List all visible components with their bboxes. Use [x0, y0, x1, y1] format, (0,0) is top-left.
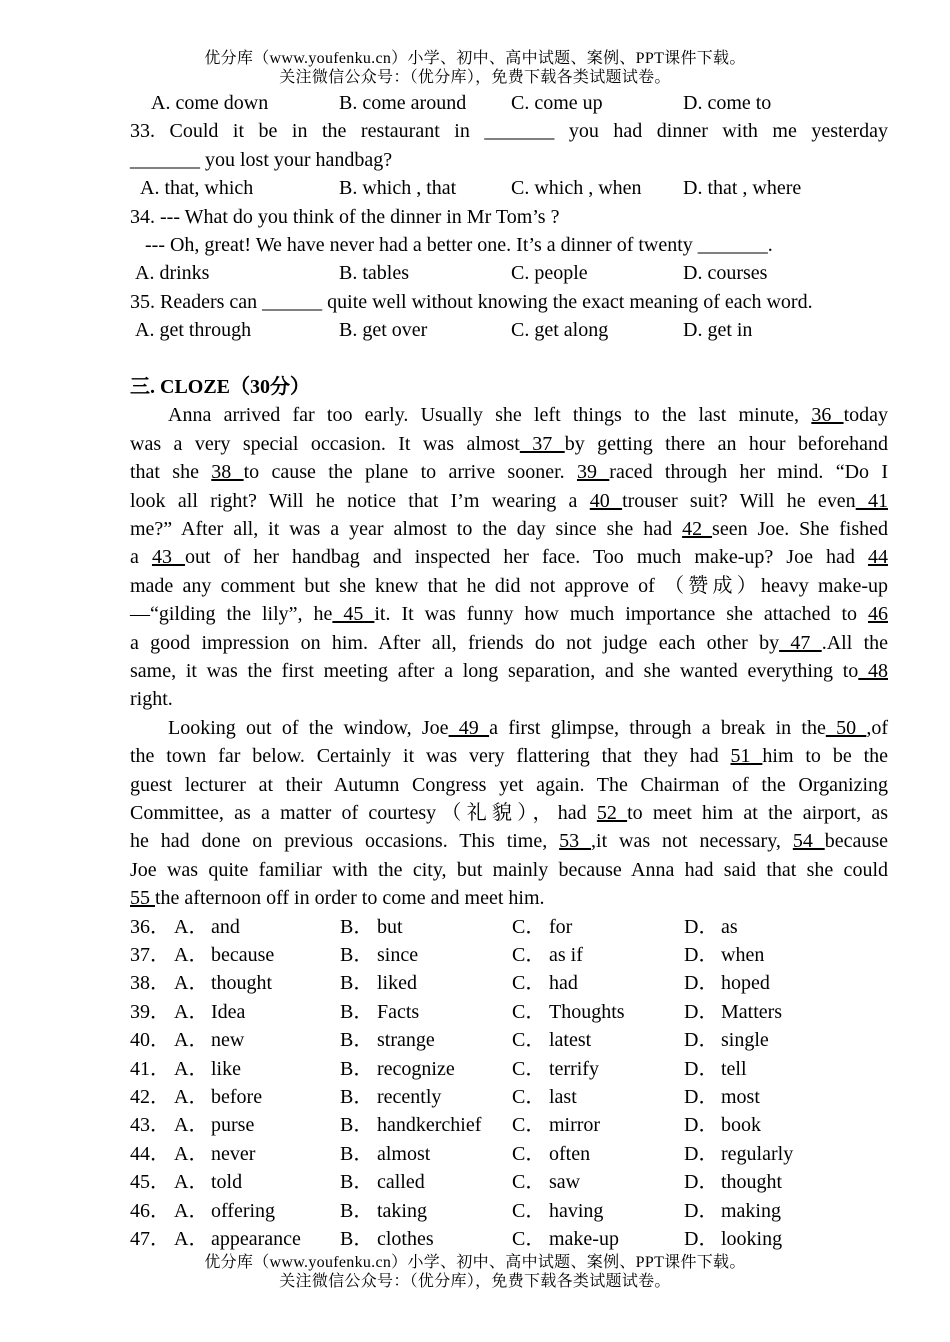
option-b: [340, 969, 512, 997]
answer-options: [130, 913, 888, 1254]
option-letter: D．: [684, 915, 719, 938]
option-b: [340, 1140, 512, 1168]
header-line-1: 优分库（www.youfenku.cn）小学、初中、高中试题、案例、PPT课件下载。: [204, 50, 746, 67]
answer-row: [130, 941, 888, 969]
option-letter: A．: [174, 972, 209, 995]
option-text: but: [377, 915, 403, 938]
question-number: 37．: [130, 944, 170, 967]
option-b: [340, 1197, 512, 1225]
option-letter: B．: [340, 1057, 374, 1080]
option-text: tell: [721, 1057, 747, 1080]
blank-51: 51: [730, 745, 763, 768]
option-a: A. drinks: [135, 262, 210, 285]
answer-row: [130, 998, 888, 1026]
option-letter: C．: [512, 915, 546, 938]
paragraph-line: a good impression on him. After all, friends do not judge each other by 47 .All the: [130, 631, 888, 654]
option-letter: D．: [684, 1029, 719, 1052]
option-text: new: [211, 1029, 245, 1052]
exam-page: [130, 89, 888, 1253]
paragraph-line: a 43 out of her handbag and inspected her face. Too much make-up? Joe had 44: [130, 546, 888, 569]
question-number: 47．: [130, 1228, 170, 1250]
option-text: last: [549, 1086, 577, 1109]
option-letter: B．: [340, 972, 374, 995]
option-d: D. come to: [683, 92, 772, 114]
option-a: A. come down: [151, 92, 269, 114]
option-d: [684, 1140, 834, 1168]
option-b: [340, 1111, 512, 1139]
option-text: never: [211, 1142, 256, 1165]
option-c: [512, 1225, 684, 1253]
answer-row: [130, 1225, 888, 1253]
blank-48: 48: [858, 660, 888, 683]
option-text: purse: [211, 1114, 255, 1137]
option-a: [174, 913, 340, 941]
answer-row: [130, 1140, 888, 1168]
option-c: C. which , when: [511, 177, 642, 200]
option-text: as if: [549, 944, 583, 967]
blank-42: 42: [682, 518, 713, 541]
option-a: [174, 941, 340, 969]
option-b: [340, 1083, 512, 1111]
option-a: [174, 1140, 340, 1168]
question-number: 38．: [130, 972, 170, 995]
option-a: [174, 1026, 340, 1054]
blank-39: 39: [576, 461, 610, 484]
blank-46: 46: [868, 603, 889, 626]
q33-line-2: _______ you lost your handbag?: [130, 148, 393, 171]
blank-52: 52: [596, 802, 628, 825]
option-text: looking: [721, 1228, 783, 1250]
option-letter: A．: [174, 1029, 209, 1052]
option-letter: D．: [684, 1142, 719, 1165]
option-text: recognize: [377, 1057, 455, 1080]
option-letter: C．: [512, 1029, 546, 1052]
question-number: 44．: [130, 1142, 170, 1165]
option-a: [174, 1055, 340, 1083]
blank-40: 40: [589, 489, 623, 512]
option-letter: A．: [174, 1199, 209, 1222]
footer-line-1: 优分库（www.youfenku.cn）小学、初中、高中试题、案例、PPT课件下载。: [204, 1254, 746, 1271]
option-letter: D．: [684, 972, 719, 995]
option-text: Matters: [721, 1000, 783, 1023]
option-d: D. get in: [683, 319, 753, 342]
option-text: since: [377, 944, 419, 967]
option-d: [684, 1055, 834, 1083]
paragraph-line: me?” After all, it was a year almost to the day since she had 42 seen Joe. She fished: [130, 518, 889, 541]
option-letter: D．: [684, 1086, 719, 1109]
answer-row: [130, 1083, 888, 1111]
option-b: [340, 998, 512, 1026]
option-text: thought: [721, 1171, 783, 1194]
option-text: as: [721, 915, 738, 938]
option-c: [512, 998, 684, 1026]
blank-38: 38: [211, 461, 244, 484]
answer-row: [130, 1055, 888, 1083]
option-letter: D．: [684, 1114, 719, 1137]
question-number: 42．: [130, 1086, 170, 1109]
option-b: [340, 1225, 512, 1253]
option-text: single: [721, 1029, 769, 1052]
option-text: Facts: [377, 1000, 420, 1023]
option-letter: B．: [340, 915, 374, 938]
option-c: [512, 1055, 684, 1083]
option-text: hoped: [721, 972, 770, 995]
option-letter: B．: [340, 1228, 374, 1250]
option-letter: C．: [512, 1000, 546, 1023]
blank-36: 36: [811, 404, 844, 427]
option-text: latest: [549, 1029, 592, 1052]
option-letter: A．: [174, 1086, 209, 1109]
option-letter: B．: [340, 1199, 374, 1222]
option-d: [684, 1026, 834, 1054]
paragraph-line: guest lecturer at their Autumn Congress yet again. The Chairman of the Organizing: [130, 773, 888, 796]
option-letter: D．: [684, 944, 719, 967]
page-footer: [0, 1253, 950, 1291]
option-a: [174, 1111, 340, 1139]
option-text: Idea: [211, 1000, 246, 1023]
question-number: 45．: [130, 1171, 170, 1194]
option-c: C. come up: [511, 92, 603, 114]
option-text: told: [211, 1171, 243, 1194]
blank-37: 37: [519, 432, 565, 455]
option-c: [512, 1168, 684, 1196]
option-a: [174, 1197, 340, 1225]
paragraph-line: right.: [130, 688, 173, 711]
option-text: making: [721, 1199, 781, 1222]
option-letter: A．: [174, 1114, 209, 1137]
option-text: offering: [211, 1199, 276, 1222]
option-text: almost: [377, 1142, 431, 1165]
option-letter: A．: [174, 944, 209, 967]
option-letter: B．: [340, 1086, 374, 1109]
option-a: [174, 1225, 340, 1253]
option-letter: C．: [512, 1142, 546, 1165]
option-letter: D．: [684, 1057, 719, 1080]
option-letter: C．: [512, 1057, 546, 1080]
option-c: C. people: [511, 262, 588, 285]
option-c: [512, 1140, 684, 1168]
option-text: recently: [377, 1086, 442, 1109]
option-c: C. get along: [511, 319, 609, 342]
option-text: terrify: [549, 1057, 599, 1080]
paragraph-line: Anna arrived far too early. Usually she left things to the last minute, 36 today: [168, 404, 888, 427]
option-b: B. which , that: [339, 177, 457, 200]
option-letter: D．: [684, 1228, 719, 1250]
paragraph-line: look all right? Will he notice that I’m wearing a 40 trouser suit? Will he even 41: [130, 489, 889, 512]
option-text: handkerchief: [377, 1114, 482, 1137]
option-text: because: [211, 944, 275, 967]
option-d: [684, 913, 834, 941]
option-letter: C．: [512, 1171, 546, 1194]
question-number: 43．: [130, 1114, 170, 1137]
option-b: [340, 1055, 512, 1083]
option-letter: A．: [174, 1057, 209, 1080]
option-text: when: [721, 944, 765, 967]
question-number: 41．: [130, 1057, 170, 1080]
option-text: make-up: [549, 1228, 619, 1250]
page-header: [0, 49, 950, 87]
q34-line-2: --- Oh, great! We have never had a better one. It’s a dinner of twenty _______.: [145, 234, 773, 256]
question-number: 40．: [130, 1029, 170, 1052]
blank-44: 44: [867, 546, 888, 569]
option-d: D. courses: [683, 262, 768, 285]
option-d: [684, 1225, 834, 1253]
answer-row: [130, 969, 888, 997]
option-letter: C．: [512, 972, 546, 995]
q34-options: [130, 259, 888, 287]
q35-line-1: 35. Readers can ______ quite well without knowing the exact meaning of each word.: [130, 290, 813, 313]
option-letter: B．: [340, 944, 374, 967]
option-text: clothes: [377, 1228, 434, 1250]
paragraph-line: —“gilding the lily”, he 45 it. It was funny how much importance she attached to 46: [130, 603, 889, 626]
option-c: [512, 913, 684, 941]
option-text: liked: [377, 972, 417, 995]
option-text: most: [721, 1086, 760, 1109]
option-letter: B．: [340, 1000, 374, 1023]
option-letter: A．: [174, 1228, 209, 1250]
section-title: 三. CLOZE（30分）: [130, 375, 311, 398]
option-a: [174, 998, 340, 1026]
option-letter: D．: [684, 1171, 719, 1194]
option-c: [512, 1026, 684, 1054]
paragraph-line: he had done on previous occasions. This time, 53 ,it was not necessary, 54 because: [130, 830, 888, 853]
option-d: [684, 1168, 834, 1196]
question-number: 36．: [130, 915, 170, 938]
blank-50: 50: [825, 716, 867, 739]
option-d: D. that , where: [683, 177, 802, 200]
paragraph-line: that she 38 to cause the plane to arrive sooner. 39 raced through her mind. “Do I: [130, 461, 889, 484]
q32-options: [130, 89, 888, 117]
q33-line-1: 33. Could it be in the restaurant in _______ you had dinner with me yesterday: [130, 120, 888, 143]
header-line-2: 关注微信公众号：（优分库），免费下载各类试题试卷。: [279, 69, 671, 86]
option-text: strange: [377, 1029, 435, 1052]
option-a: A. get through: [135, 319, 252, 342]
option-b: B. get over: [339, 319, 428, 342]
option-a: [174, 1168, 340, 1196]
option-d: [684, 941, 834, 969]
option-b: [340, 913, 512, 941]
cloze-paragraph-1: [130, 401, 888, 713]
answer-row: [130, 1168, 888, 1196]
option-a: [174, 1083, 340, 1111]
option-text: called: [377, 1171, 425, 1194]
option-letter: C．: [512, 1086, 546, 1109]
paragraph-line: the town far below. Certainly it was very flattering that they had 51 him to be the: [130, 745, 888, 768]
option-text: appearance: [211, 1228, 301, 1250]
cloze-paragraph-2: [130, 714, 888, 913]
option-c: [512, 1197, 684, 1225]
blank-41: 41: [855, 489, 889, 512]
blank-54: 54: [792, 830, 825, 853]
paragraph-line: was a very special occasion. It was almost 37 by getting there an hour beforehand: [130, 432, 888, 455]
paragraph-line: made any comment but she knew that he did not approve of （赞成）heavy make-up: [130, 574, 888, 597]
question-number: 39．: [130, 1000, 170, 1023]
option-text: saw: [549, 1171, 581, 1194]
option-text: book: [721, 1114, 761, 1137]
option-letter: A．: [174, 1000, 209, 1023]
option-text: thought: [211, 972, 273, 995]
blank-55: 55: [130, 887, 155, 910]
option-text: mirror: [549, 1114, 601, 1137]
option-d: [684, 969, 834, 997]
option-letter: D．: [684, 1000, 719, 1023]
paragraph-line: same, it was the first meeting after a long separation, and she wanted everything to 48: [130, 660, 888, 683]
option-c: [512, 1083, 684, 1111]
question-number: 46．: [130, 1199, 170, 1222]
option-letter: A．: [174, 1171, 209, 1194]
option-b: [340, 1026, 512, 1054]
option-letter: B．: [340, 1142, 374, 1165]
option-letter: C．: [512, 1114, 546, 1137]
option-letter: C．: [512, 944, 546, 967]
q33-options: [130, 174, 888, 202]
option-a: [174, 969, 340, 997]
answer-row: [130, 1026, 888, 1054]
answer-row: [130, 1197, 888, 1225]
answer-row: [130, 1111, 888, 1139]
option-text: having: [549, 1199, 604, 1222]
option-letter: C．: [512, 1199, 546, 1222]
option-letter: D．: [684, 1199, 719, 1222]
blank-49: 49: [448, 716, 490, 739]
option-letter: C．: [512, 1228, 546, 1250]
option-text: regularly: [721, 1142, 794, 1165]
paragraph-line: 55 the afternoon off in order to come and meet him.: [130, 887, 545, 910]
option-text: had: [549, 972, 578, 995]
option-d: [684, 1111, 834, 1139]
option-text: before: [211, 1086, 263, 1109]
option-letter: B．: [340, 1029, 374, 1052]
option-c: [512, 969, 684, 997]
answer-row: [130, 913, 888, 941]
option-letter: A．: [174, 1142, 209, 1165]
option-text: like: [211, 1057, 241, 1080]
option-text: for: [549, 915, 573, 938]
option-letter: B．: [340, 1171, 374, 1194]
option-d: [684, 998, 834, 1026]
option-text: often: [549, 1142, 591, 1165]
option-letter: A．: [174, 915, 209, 938]
blank-45: 45: [332, 603, 375, 626]
paragraph-line: Looking out of the window, Joe 49 a first glimpse, through a break in the 50 ,of: [168, 716, 889, 739]
option-d: [684, 1083, 834, 1111]
option-letter: B．: [340, 1114, 374, 1137]
option-a: A. that, which: [140, 177, 254, 200]
option-text: and: [211, 915, 240, 938]
option-b: [340, 941, 512, 969]
q35-options: [130, 316, 888, 344]
option-b: B. come around: [339, 92, 467, 114]
blank-53: 53: [559, 830, 592, 853]
q34-line-1: 34. --- What do you think of the dinner in Mr Tom’s ?: [130, 205, 560, 228]
option-b: [340, 1168, 512, 1196]
option-c: [512, 1111, 684, 1139]
option-text: Thoughts: [549, 1000, 625, 1023]
option-b: B. tables: [339, 262, 409, 285]
option-c: [512, 941, 684, 969]
option-text: taking: [377, 1199, 427, 1222]
option-d: [684, 1197, 834, 1225]
blank-47: 47: [779, 631, 822, 654]
paragraph-line: Joe was quite familiar with the city, but mainly because Anna had said that she could: [130, 858, 888, 881]
blank-43: 43: [151, 546, 186, 569]
footer-line-2: 关注微信公众号：（优分库），免费下载各类试题试卷。: [279, 1273, 671, 1290]
paragraph-line: Committee, as a matter of courtesy（礼貌），had 52 to meet him at the airport, as: [130, 802, 889, 825]
